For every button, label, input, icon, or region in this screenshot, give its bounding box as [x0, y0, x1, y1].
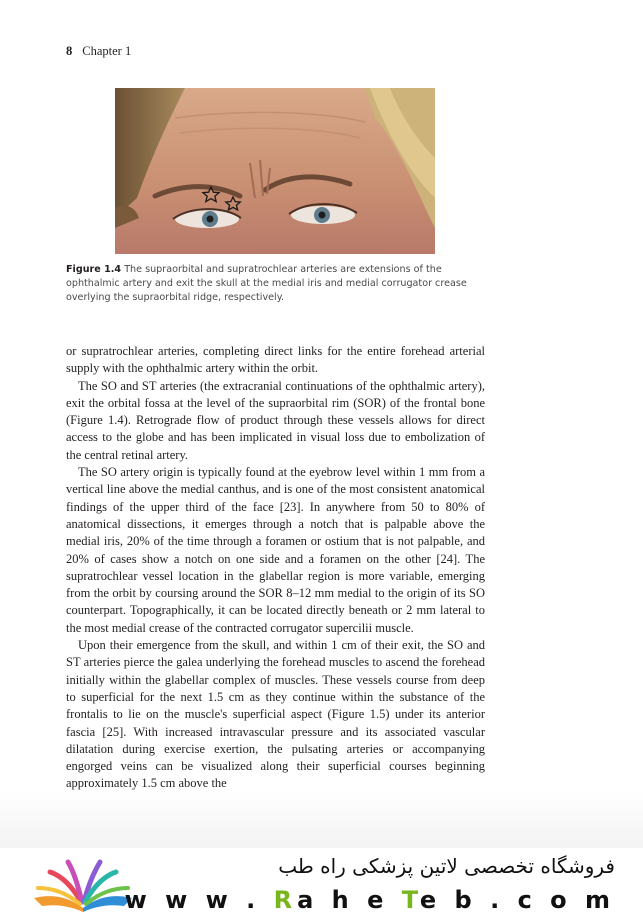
page-bottom-fade — [0, 790, 643, 850]
url-prefix: w w w . — [124, 886, 274, 914]
body-paragraph: The SO and ST arteries (the extracranial continuations of the ophthalmic artery), exit the orbital fossa at the level of the supraorbital rim (SOR) of the frontal bone (Figure 1.4). Retrograde flow of product through these vessels allows for direct access to the globe and has been implicated in visual loss due to embolization of the central retinal artery. — [66, 378, 485, 462]
figure-label: Figure 1.4 — [66, 264, 122, 275]
figure-photo — [115, 88, 435, 254]
url-suffix: . c o m — [476, 886, 615, 914]
url-brand-eb: e b — [419, 886, 477, 914]
body-text — [66, 343, 485, 793]
shop-name: فروشگاه تخصصی لاتین پزشکی راه طب — [278, 854, 615, 878]
shop-url[interactable] — [125, 886, 615, 914]
page-number: 8 — [66, 44, 73, 58]
figure-caption — [66, 263, 486, 305]
figure-caption-text: The supraorbital and supratrochlear arteries are extensions of the ophthalmic artery and exit the skull at the medial iris and medial corrugator crease overlying the supraorbital ridge, respectively. — [66, 264, 467, 303]
url-brand-ahe: a h e — [297, 886, 402, 914]
chapter-title: Chapter 1 — [82, 44, 132, 58]
body-paragraph: or supratrochlear arteries, completing direct links for the entire forehead arterial supply with the ophthalmic artery within the orbit. — [66, 344, 485, 376]
body-paragraph: Upon their emergence from the skull, and within 1 cm of their exit, the SO and ST arteries pierce the galea underlying the forehead muscles to ascend the forehead initially within the glabellar complex of muscles. These vessels course from deep to superficial for the next 1.5 cm as they continue within the substance of the frontalis to lie on the muscle's superficial aspect (Figure 1.5) under its anterior fascia [25]. With increased intravascular pressure and its associated vascular dilatation during exercise exertion, the pulsating arteries or accompanying engorged veins can be visualized along their superficial courses beginning approximately 1.5 cm above the — [66, 638, 485, 791]
page-header — [66, 44, 131, 59]
body-paragraph: The SO artery origin is typically found at the eyebrow level within 1 mm from a vertical line above the medial canthus, and is one of the most consistent anatomical findings of the upper third of the face [23]. In anywhere from 50 to 80% of anatomical dissections, it emerges through a notch that is palpable above the medial iris, 20% of the time through a foramen or ostium that is not palpable, and 20% of cases show a notch on one side and a foramen on the other [24]. The supratrochlear vessel location in the glabellar region is more variable, emerging from the orbit by coursing around the SOR 8–12 mm medial to the origin of its SO counterpart. Topographically, it can be located directly beneath or 2 mm lateral to the most medial crease of the contracted corrugator supercilii muscle. — [66, 465, 485, 635]
watermark-banner — [0, 848, 643, 922]
url-brand-t: T — [401, 886, 420, 914]
url-brand-r: R — [273, 886, 298, 914]
book-logo-icon — [28, 858, 138, 916]
